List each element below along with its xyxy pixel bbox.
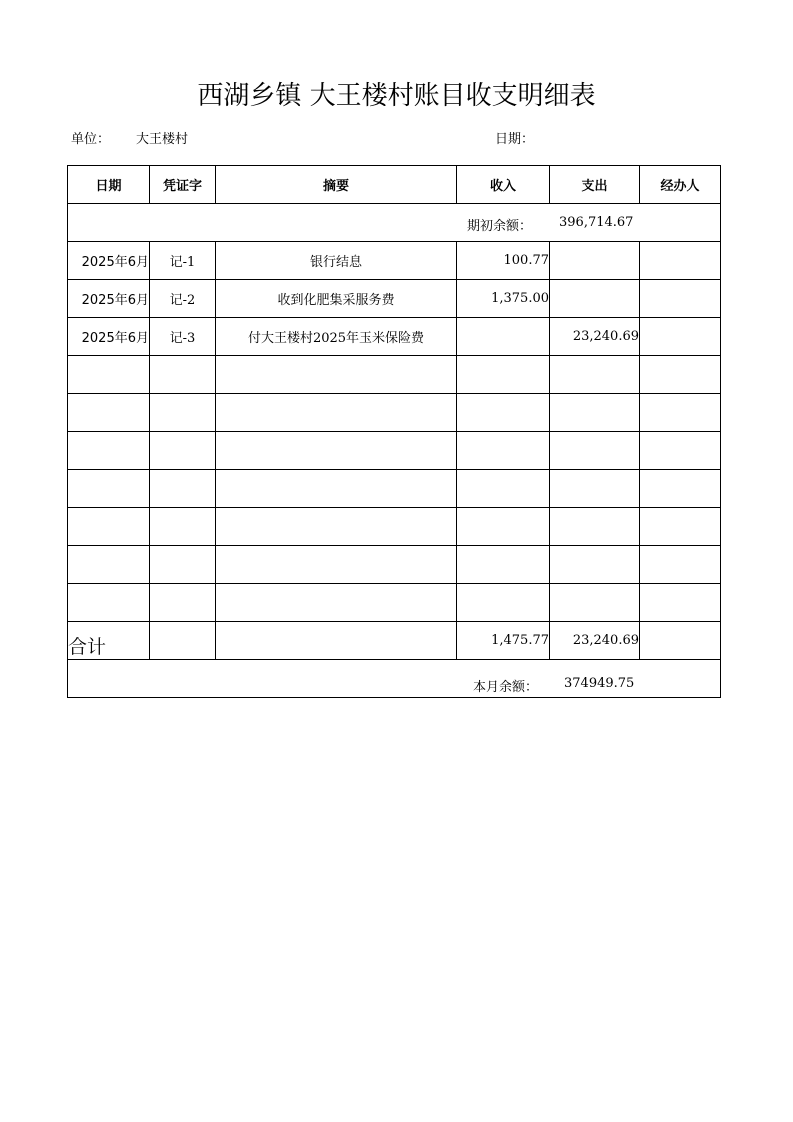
empty-cell [216, 546, 457, 584]
row-date: 2025年6月 [68, 318, 150, 356]
closing-balance-cell [68, 660, 721, 698]
empty-row [68, 584, 721, 622]
page-title: 西湖乡镇 大王楼村账目收支明细表 [197, 81, 596, 111]
empty-cell [640, 546, 721, 584]
empty-cell [457, 546, 550, 584]
row-voucher: 记-2 [150, 280, 216, 318]
column-header-date: 日期 [68, 166, 150, 204]
empty-cell [457, 584, 550, 622]
column-header-handler: 经办人 [640, 166, 721, 204]
empty-row [68, 394, 721, 432]
empty-cell [68, 546, 150, 584]
empty-row [68, 356, 721, 394]
empty-cell [640, 584, 721, 622]
empty-cell [640, 470, 721, 508]
row-handler [640, 242, 721, 280]
closing-balance-label: 本月余额： [473, 680, 539, 695]
empty-row [68, 546, 721, 584]
empty-cell [457, 508, 550, 546]
empty-cell [457, 356, 550, 394]
empty-row [68, 432, 721, 470]
empty-cell [216, 356, 457, 394]
total-expense: 23,240.69 [550, 622, 640, 660]
empty-cell [68, 508, 150, 546]
opening-balance-label: 期初余额： [467, 219, 533, 234]
closing-balance-row [68, 660, 721, 698]
row-summary: 收到化肥集采服务费 [216, 280, 457, 318]
header-row [68, 166, 721, 204]
row-handler [640, 318, 721, 356]
total-income: 1,475.77 [457, 622, 550, 660]
empty-cell [216, 470, 457, 508]
empty-cell [640, 432, 721, 470]
row-income: 100.77 [457, 242, 550, 280]
empty-cell [550, 508, 640, 546]
row-expense: 23,240.69 [550, 318, 640, 356]
total-label: 合计 [68, 622, 150, 660]
empty-cell [150, 356, 216, 394]
empty-cell [150, 432, 216, 470]
row-income [457, 318, 550, 356]
empty-cell [150, 508, 216, 546]
empty-cell [550, 394, 640, 432]
unit-value: 大王楼村 [136, 132, 189, 147]
date-label: 日期： [495, 132, 535, 147]
opening-balance-row [68, 204, 721, 242]
empty-cell [216, 432, 457, 470]
row-expense [550, 280, 640, 318]
row-voucher: 记-1 [150, 242, 216, 280]
empty-cell [150, 470, 216, 508]
empty-cell [550, 432, 640, 470]
row-date: 2025年6月 [68, 280, 150, 318]
row-summary: 银行结息 [216, 242, 457, 280]
empty-cell [68, 356, 150, 394]
empty-cell [640, 508, 721, 546]
total-row [68, 622, 721, 660]
closing-balance-value: 374949.75 [564, 676, 635, 691]
empty-cell [550, 356, 640, 394]
empty-cell [68, 394, 150, 432]
total-summary-cell [216, 622, 457, 660]
empty-cell [216, 508, 457, 546]
ledger-table [67, 165, 721, 698]
empty-cell [216, 584, 457, 622]
row-handler [640, 280, 721, 318]
column-header-expense: 支出 [550, 166, 640, 204]
row-summary: 付大王楼村2025年玉米保险费 [216, 318, 457, 356]
opening-balance-value: 396,714.67 [559, 215, 634, 230]
empty-cell [550, 584, 640, 622]
total-handler-cell [640, 622, 721, 660]
row-date: 2025年6月 [68, 242, 150, 280]
empty-cell [68, 432, 150, 470]
row-voucher: 记-3 [150, 318, 216, 356]
empty-cell [550, 546, 640, 584]
column-header-summary: 摘要 [216, 166, 457, 204]
empty-cell [150, 394, 216, 432]
empty-cell [457, 432, 550, 470]
column-header-voucher: 凭证字 [150, 166, 216, 204]
empty-cell [68, 470, 150, 508]
row-income: 1,375.00 [457, 280, 550, 318]
empty-cell [640, 394, 721, 432]
empty-cell [68, 584, 150, 622]
table-row [68, 318, 721, 356]
column-header-income: 收入 [457, 166, 550, 204]
empty-cell [457, 394, 550, 432]
empty-cell [457, 470, 550, 508]
table-row [68, 242, 721, 280]
row-expense [550, 242, 640, 280]
empty-cell [216, 394, 457, 432]
empty-cell [550, 470, 640, 508]
opening-balance-cell [68, 204, 721, 242]
empty-row [68, 470, 721, 508]
empty-cell [640, 356, 721, 394]
table-row [68, 280, 721, 318]
empty-row [68, 508, 721, 546]
empty-cell [150, 546, 216, 584]
empty-cell [150, 584, 216, 622]
total-voucher-cell [150, 622, 216, 660]
unit-label: 单位： [71, 132, 111, 147]
